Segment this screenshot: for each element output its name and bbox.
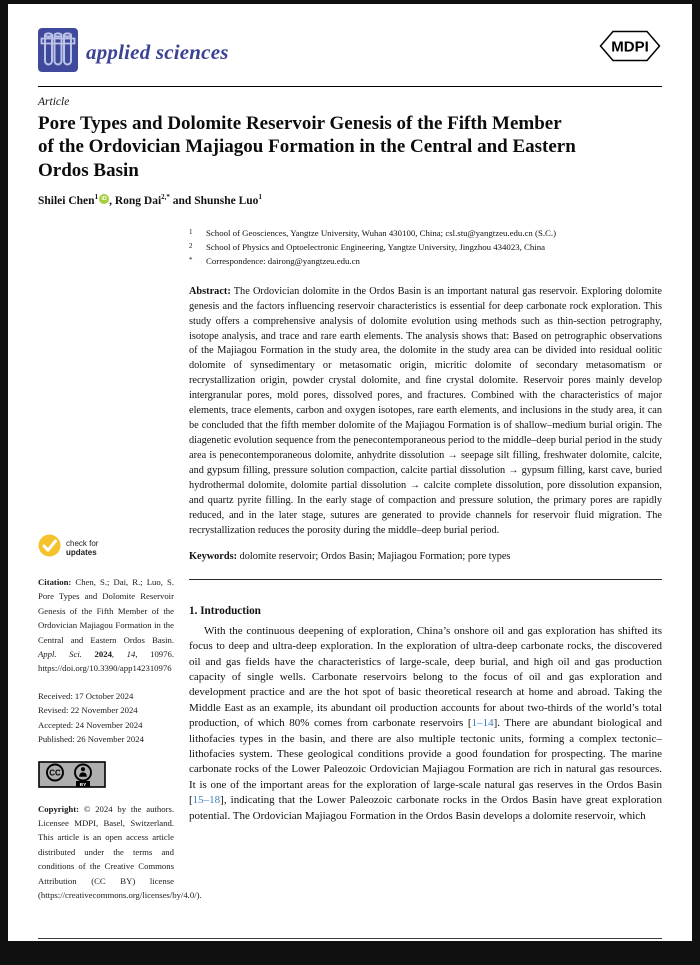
- mdpi-logo-text: MDPI: [611, 38, 649, 56]
- orcid-icon[interactable]: iD: [99, 194, 109, 204]
- copyright-block: [38, 802, 202, 903]
- keywords-label: Keywords:: [189, 550, 238, 562]
- correspondence-text[interactable]: Correspondence: dairong@yangtzeu.edu.cn: [206, 256, 360, 267]
- reference-link-15-18[interactable]: 15–18: [192, 794, 221, 807]
- author-1: Shilei Chen: [38, 195, 95, 208]
- applied-sciences-logo-icon: [38, 28, 78, 77]
- intro-text-3: ], indicating that the Lower Paleozoic carbonate rocks in the Ordos Basin have great exploration potential. The Ordovician Majiagou Formation in the Ordos Basin develops a dolomite reservoir, which: [189, 794, 662, 822]
- author-line: [38, 193, 662, 208]
- author-separator: ,: [109, 195, 115, 208]
- updates-label-line1: check for: [66, 539, 99, 549]
- footer-doi-link[interactable]: , 10976. https://doi.org/10.3390/app142310976: [104, 946, 271, 956]
- citation-year: 2024: [94, 649, 112, 660]
- article-type-label: Article: [38, 96, 70, 108]
- footer-sep: ,: [91, 946, 97, 956]
- check-circle-icon: [38, 534, 61, 562]
- affiliation-2: [189, 240, 662, 254]
- citation-authors-title: Chen, S.; Dai, R.; Luo, S. Pore Types and Dolomite Reservoir Genesis of the Fifth Member of the Ordovician Majiagou Formation in the Central and Eastern Ordos Basin.: [38, 577, 174, 645]
- copyright-text: © 2024 by the authors. Licensee MDPI, Basel, Switzerland. This article is an open access article distributed under the terms and conditions of the Creative Commons Attribution (CC BY) license (https://creativecommons.org/licenses/by/4.0/).: [38, 803, 202, 900]
- paper-title-line3: Ordos Basin: [38, 159, 139, 181]
- citation-doi-link[interactable]: , 10976. https://doi.org/10.3390/app142310976: [38, 649, 175, 674]
- reference-link-1-14[interactable]: 1–14: [471, 717, 494, 730]
- main-column: [189, 226, 662, 902]
- received-date: Received: 17 October 2024: [38, 690, 134, 701]
- by-icon: BY: [79, 782, 87, 788]
- affiliation-1: [189, 226, 662, 240]
- citation-label: Citation:: [38, 577, 72, 588]
- published-date: Published: 26 November 2024: [38, 734, 144, 745]
- affiliation-2-text: School of Physics and Optoelectronic Engineering, Yangtze University, Jingzhou 434023, China: [206, 242, 546, 253]
- cc-icon: CC: [49, 768, 61, 778]
- footer-volume: 14: [96, 946, 105, 956]
- introduction-paragraph: [189, 624, 662, 824]
- check-for-updates-badge[interactable]: [38, 534, 174, 562]
- author-3: Shunshe Luo: [194, 195, 259, 208]
- citation-volume: 14: [126, 649, 136, 660]
- abstract: [189, 285, 662, 539]
- footer-journal-url[interactable]: https://www.mdpi.com/journal/applsci: [526, 946, 662, 956]
- abstract-text: The Ordovician dolomite in the Ordos Basin is an important natural gas reservoir. Exploring dolomite genesis and the factors influencing reservoir characteristics is essential for deep carbonate rock exploration. This study offers a comprehensive analysis of dolomite evolution using methods such as thin-section petrography, isotope analysis, and trace and rare earth elements. The analysis shows that: Based on petrographic observations of the Majiagou Formation in the study area, the dolomite in the study area can be divided into residual oolitic dolomite of synsedimentary or metasomatic origin, micritic dolomite of secondary metasomatism or recrystallization origin, powder crystal dolomite, and fine crystal dolomite. Reservoir pores mainly develop intergranular pores, mold pores, dissolved pores, and fractures. Combined with the characteristics of major elements, trace elements, carbon and oxygen isotopes, rare earth elements, and inclusions in the study area, it can be concluded that the fifth member dolomite of the Majiagou Formation is of shallow–medium burial origin. The diagenetic evolution sequence from the penecontemporaneous period to the middle–deep burial period in the study area is penecontemporaneous dolomite, anhydrite dissolution → seepage silt filling, freshwater dolomite, calcite, and gypsum filling, pressure solution compaction, calcite partial dissolution → gypsum filling, karst cave, buried hydrothermal dolomite, dolomite partial dissolution → calcite complete dissolution, pore dissolution expansion, and quartz pyrite filling. In the early stage of compaction and pressure solution, the primary pores are rapidly reduced, and in the later stage, sutures are generated to provide channels for reservoir fluid migration. The recrystallization reduces the porosity during the middle–deep burial period.: [189, 285, 662, 536]
- affiliation-2-marker: 2: [189, 242, 193, 251]
- article-history-block: [38, 689, 174, 747]
- keywords-divider: [189, 579, 662, 580]
- keywords: [189, 550, 662, 565]
- citation-block: [38, 575, 174, 676]
- check-for-updates-label: [66, 539, 98, 557]
- accepted-date: Accepted: 24 November 2024: [38, 719, 143, 730]
- journal-name: applied sciences: [86, 40, 229, 64]
- cc-by-license-badge[interactable]: [38, 761, 174, 793]
- two-column-area: [38, 226, 662, 902]
- paper-title: [38, 112, 662, 182]
- journal-brand: [38, 28, 229, 77]
- keywords-text: dolomite reservoir; Ordos Basin; Majiagou Formation; pore types: [237, 550, 511, 562]
- section-heading-introduction: 1. Introduction: [189, 604, 261, 617]
- intro-text-1: With the continuous deepening of exploration, China’s onshore oil and gas exploration has shifted its focus to deep and ultra-deep exploration. In the exploration of ultra-deep carbonate rocks, the discovered oil and gas fields have the characteristics of large-scale, deep burial, and high oil and gas production capacity of single wells. Carbonate reservoirs belong to the focus of oil and gas exploration and development practice and are the hot spot of basic theoretical research at home and abroad. Taking the Middle East as an example, its abundant oil production accounts for about two-thirds of the world’s total production, of which 80% comes from carbonate reservoirs [: [189, 624, 662, 730]
- author-1-affil-sup: 1: [94, 193, 99, 202]
- paper-title-line1: Pore Types and Dolomite Reservoir Genesis of the Fifth Member: [38, 113, 562, 134]
- author-2: Rong Dai: [114, 195, 162, 208]
- citation-sep: ,: [111, 649, 127, 660]
- revised-date: Revised: 22 November 2024: [38, 705, 138, 716]
- intro-text-2: ]. There are abundant biological and lithofacies types in the basin, and there are also multiple tectonic units, forming a complex tectonic–lithofacies system. These geological conditions provide a good foundation for prospecting. The marine carbonate rocks of the Lower Paleozoic Ordovician Majiagou Formation are rich in natural gas resources. It is one of the important areas for the exploration of large-scale natural gas reserves in the Ordos Basin [: [189, 717, 662, 807]
- paper-title-line2: of the Ordovician Majiagou Formation in the Central and Eastern: [38, 136, 576, 158]
- page: [8, 4, 692, 956]
- abstract-label: Abstract:: [189, 285, 231, 297]
- mdpi-logo: [598, 28, 662, 69]
- correspondence-marker: *: [189, 256, 193, 265]
- citation-journal-abbr: Appl. Sci.: [38, 649, 95, 660]
- footer-year: 2024: [74, 946, 92, 956]
- author-3-affil-sup: 1: [258, 193, 262, 202]
- copyright-label: Copyright:: [38, 803, 80, 814]
- page-footer: [38, 938, 662, 956]
- updates-label-line2: updates: [66, 548, 97, 558]
- correspondence-row: [189, 254, 662, 268]
- affiliation-1-text: School of Geosciences, Yangtze University, Wuhan 430100, China; csl.stu@yangtzeu.edu.cn (S.C.): [206, 228, 557, 239]
- affiliation-1-marker: 1: [189, 228, 193, 237]
- affiliations: [189, 226, 662, 269]
- journal-header: [38, 28, 662, 77]
- page-content: [8, 28, 692, 965]
- header-divider: [38, 86, 662, 87]
- author-and: and: [169, 195, 195, 208]
- margin-sidebar: [38, 226, 202, 902]
- footer-citation: [38, 946, 271, 956]
- footer-journal-abbr: Appl. Sci.: [38, 946, 75, 956]
- author-2-affil-sup: 2,*: [161, 193, 170, 202]
